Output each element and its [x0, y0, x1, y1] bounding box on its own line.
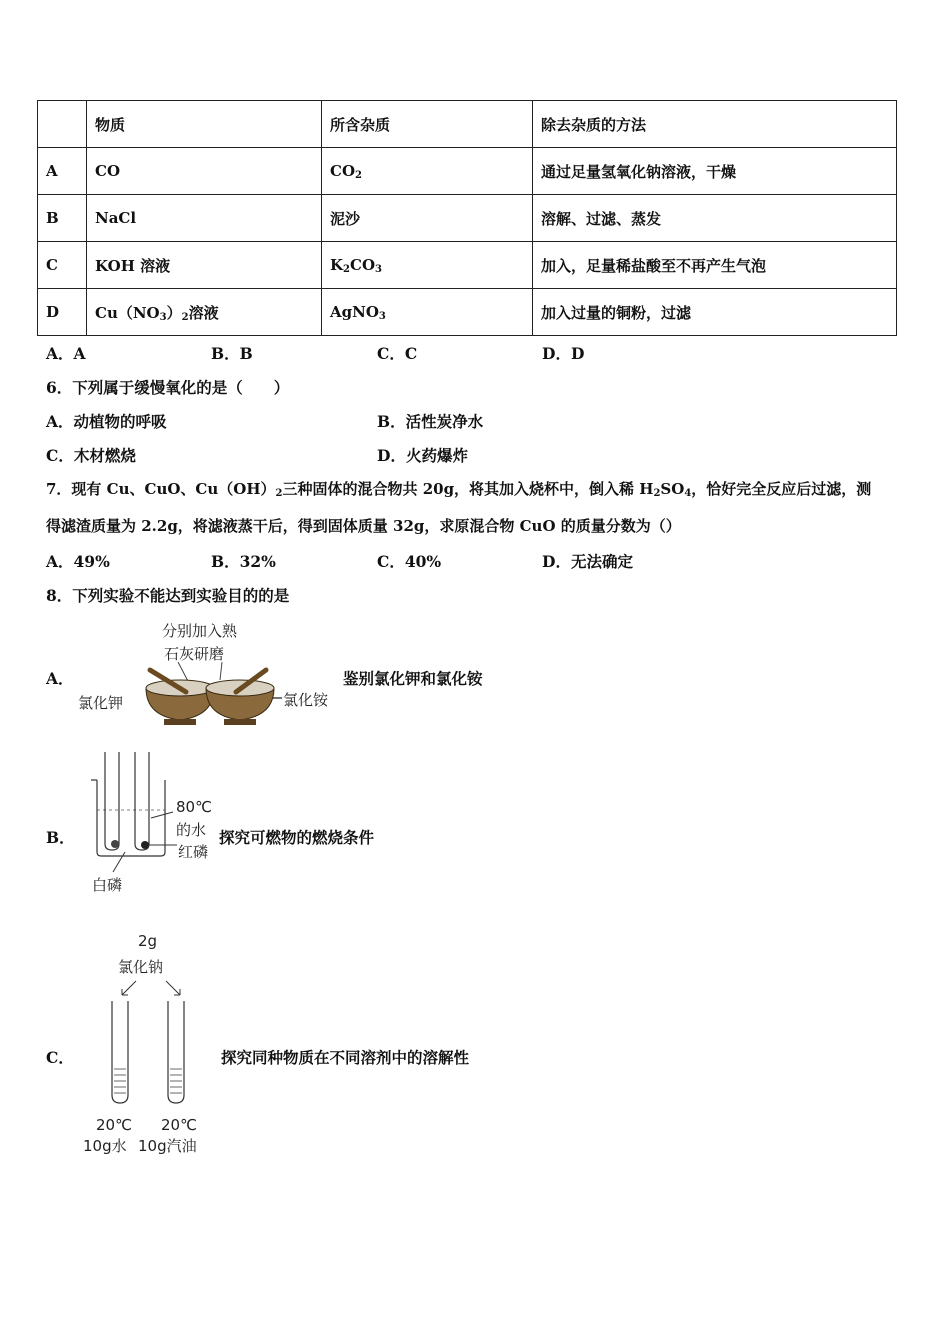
row-substance: $Cu(NO_3)_2$溶液: [87, 289, 322, 336]
q5-option-d: D．D: [542, 344, 585, 363]
q7-stem-line2: 得滤渣质量为 2.2g，将滤液蒸干后，得到固体质量 32g，求原混合物 CuO 的质量分数为（）: [46, 517, 681, 535]
table-header-cell: [38, 101, 87, 148]
tube-water-temp: 20℃: [96, 1116, 132, 1134]
pointer-line: [113, 852, 125, 872]
pointer-line: [151, 812, 173, 818]
impurity-table: [37, 100, 897, 336]
tubes-label-nacl: 氯化钠: [118, 958, 164, 976]
tubes-label-mass: 2g: [138, 932, 158, 950]
mortar-diagram: [120, 650, 360, 730]
q8-option-b-key: B．: [46, 828, 75, 847]
red-phosphorus: [141, 841, 149, 849]
row-impurity: 泥沙: [322, 195, 533, 242]
q6-option-c: C．木材燃烧: [46, 446, 136, 465]
row-impurity: AgNO$_3$: [322, 289, 533, 336]
mortar-label-kcl: 氯化钾: [78, 694, 124, 712]
pointer-line: [220, 662, 222, 680]
row-key: C: [38, 242, 87, 289]
beaker-label-white-p: 白磷: [92, 876, 123, 894]
water-liquid: [114, 1069, 126, 1093]
row-method: 加入，足量稀盐酸至不再产生气泡: [533, 242, 897, 289]
row-impurity: $CO_2$: [322, 148, 533, 195]
mortar-label-line1: 分别加入熟: [162, 622, 238, 640]
tube-gasoline-temp: 20℃: [161, 1116, 197, 1134]
tubes-diagram: [96, 975, 216, 1115]
q8-option-a-key: A．: [46, 669, 74, 688]
row-method: 溶解、过滤、蒸发: [533, 195, 897, 242]
test-tube-water: [112, 1001, 128, 1103]
q8-option-a-desc: 鉴别氯化钾和氯化铵: [343, 669, 483, 688]
mortar-base-left: [164, 719, 196, 725]
test-tube-gasoline: [168, 1001, 184, 1103]
row-key: B: [38, 195, 87, 242]
q7-option-a: A．49%: [46, 552, 110, 571]
test-tube-left: [105, 752, 119, 850]
tube-water-label: 10g水: [83, 1137, 127, 1155]
tube-gasoline-label: 10g汽油: [138, 1137, 197, 1155]
arrow-right: [166, 981, 180, 995]
table-row: [38, 195, 897, 242]
table-row: [38, 148, 897, 195]
q8-stem: 8．下列实验不能达到实验目的的是: [46, 586, 290, 605]
q7-option-d: D．无法确定: [542, 552, 633, 571]
row-key: D: [38, 289, 87, 336]
mortar-label-nh4cl: 氯化铵: [283, 691, 329, 709]
beaker-label-red-p: 红磷: [178, 843, 209, 861]
mortar-base-right: [224, 719, 256, 725]
table-row: [38, 242, 897, 289]
q7-option-c: C．40%: [377, 552, 442, 571]
white-phosphorus: [111, 840, 119, 848]
q7-option-b: B．32%: [211, 552, 276, 571]
row-impurity: $K_2CO_3$: [322, 242, 533, 289]
row-key: A: [38, 148, 87, 195]
q8-option-c-key: C．: [46, 1048, 74, 1067]
gasoline-liquid: [170, 1069, 182, 1093]
q6-option-b: B．活性炭净水: [377, 412, 484, 431]
q5-option-a: A．A: [46, 344, 86, 363]
q5-option-c: C．C: [377, 344, 418, 363]
q6-stem: 6．下列属于缓慢氧化的是（ ）: [46, 378, 290, 397]
test-tube-right: [135, 752, 149, 850]
table-header-cell: 除去杂质的方法: [533, 101, 897, 148]
q8-option-c-desc: 探究同种物质在不同溶剂中的溶解性: [221, 1048, 470, 1067]
row-substance: NaCl: [87, 195, 322, 242]
beaker-label-temp: 80℃: [176, 798, 212, 816]
q6-option-d: D．火药爆炸: [377, 446, 468, 465]
q6-option-a: A．动植物的呼吸: [46, 412, 167, 431]
row-method: 加入过量的铜粉，过滤: [533, 289, 897, 336]
mortar-label-line2: 石灰研磨: [164, 645, 225, 663]
table-header-cell: 物质: [87, 101, 322, 148]
q8-option-b-desc: 探究可燃物的燃烧条件: [219, 828, 375, 847]
beaker-label-water: 的水: [176, 821, 207, 839]
q5-option-b: B．B: [211, 344, 253, 363]
row-substance: CO: [87, 148, 322, 195]
arrow-left: [122, 981, 136, 995]
table-header-cell: 所含杂质: [322, 101, 533, 148]
table-header-row: [38, 101, 897, 148]
table-row: [38, 289, 897, 336]
row-method: 通过足量氢氧化钠溶液，干燥: [533, 148, 897, 195]
q7-stem-line1: 7．现有 Cu、CuO、$Cu(OH)_2$三种固体的混合物共 20g，将其加入烧杯中，倒入稀 $H_2SO_4$，恰好完全反应后过滤，测: [46, 480, 872, 499]
row-substance: KOH 溶液: [87, 242, 322, 289]
